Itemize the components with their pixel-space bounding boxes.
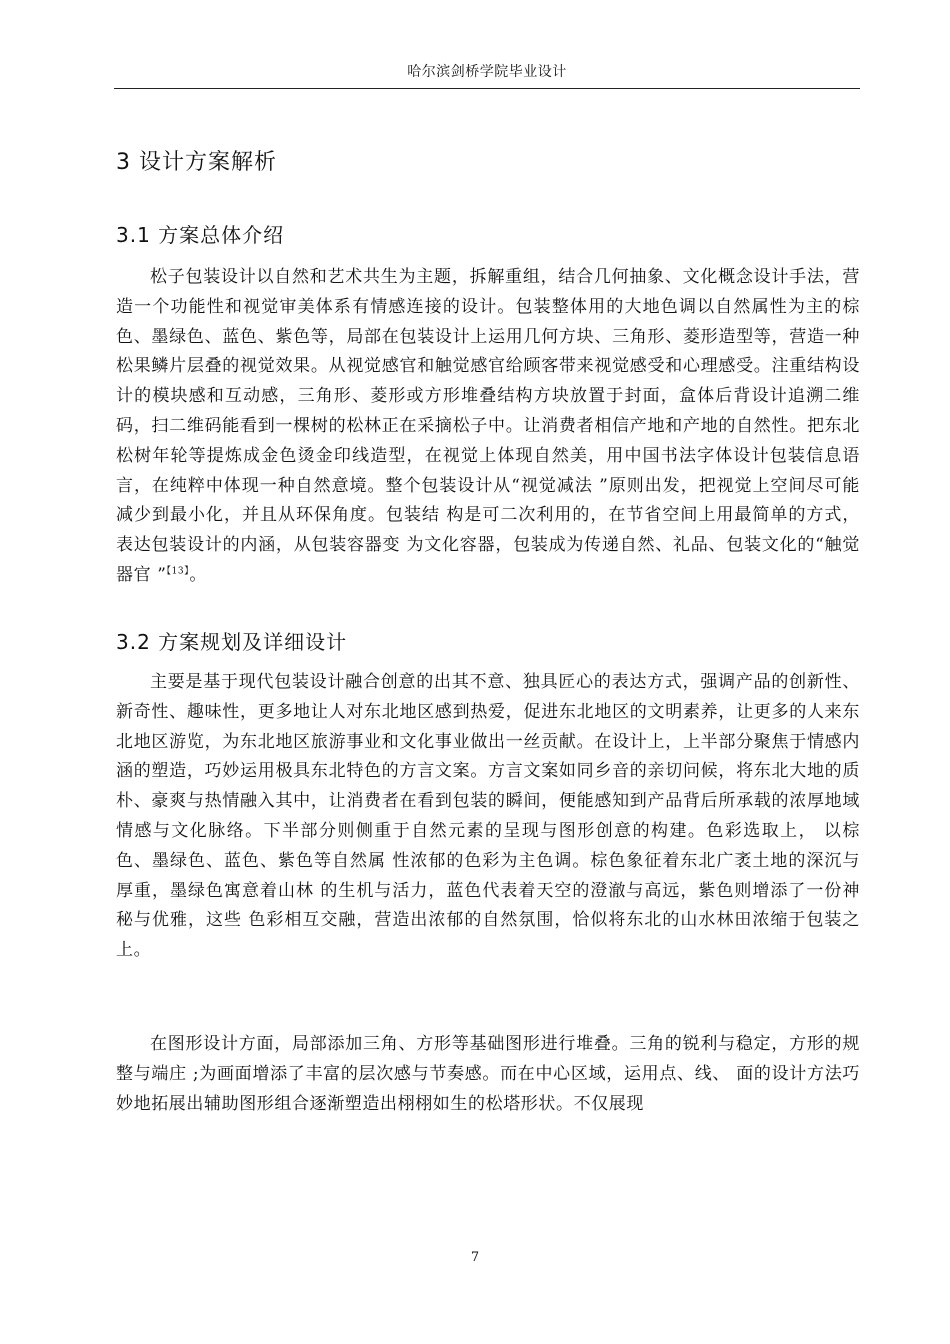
paragraph-tail: 。: [189, 564, 207, 585]
header-rule: [114, 88, 860, 89]
citation-reference[interactable]: 【13】: [166, 566, 190, 577]
section-title-3-2: 3.2 方案规划及详细设计: [116, 630, 348, 654]
body-paragraph: [116, 263, 860, 591]
chapter-title: 3 设计方案解析: [116, 150, 277, 175]
body-paragraph: 在图形设计方面，局部添加三角、方形等基础图形进行堆叠。三角的锐利与稳定，方形的规整与端庄 ;为画面增添了丰富的层次感与节奏感。而在中心区域，运用点、线、 面的设计方法巧妙地拓展出辅助图形组合逐渐塑造出栩栩如生的松塔形状。不仅展现: [116, 1034, 860, 1114]
paragraph-text: 松子包装设计以自然和艺术共生为主题，拆解重组，结合几何抽象、文化概念设计手法，营造一个功能性和视觉审美体系有情感连接的设计。包装整体用的大地色调以自然属性为主的棕色、墨绿色、蓝色、紫色等，局部在包装设计上运用几何方块、三角形、菱形造型等，营造一种松果鳞片层叠的视觉效果。从视觉感官和触觉感官给顾客带来视觉感受和心理感受。注重结构设计的模块感和互动感，三角形、菱形或方形堆叠结构方块放置于封面，盒体后背设计追溯二维码，扫二维码能看到一棵树的松林正在采摘松子中。让消费者相信产地和产地的自然性。把东北松树年轮等提炼成金色烫金印线造型，在视觉上体现自然美，用中国书法字体设计包装信息语言，在纯粹中体现一种自然意境。整个包装设计从“视觉减法 ”原则出发，把视觉上空间尽可能减少到最小化，并且从环保角度。包装结 构是可二次利用的，在节省空间上用最简单的方式，表达包装设计的内涵，从包装容器变 为文化容器，包装成为传递自然、礼品、包装文化的“触觉器官 ”: [116, 267, 860, 585]
page-number: 7: [470, 1250, 480, 1265]
section-title-3-1: 3.1 方案总体介绍: [116, 223, 285, 247]
running-header: 哈尔滨剑桥学院毕业设计: [407, 64, 567, 80]
body-paragraph: 主要是基于现代包装设计融合创意的出其不意、独具匠心的表达方式，强调产品的创新性、新奇性、趣味性，更多地让人对东北地区感到热爱，促进东北地区的文明素养，让更多的人来东北地区游览，为东北地区旅游事业和文化事业做出一丝贡献。在设计上，上半部分聚焦于情感内涵的塑造，巧妙运用极具东北特色的方言文案。方言文案如同乡音的亲切问候，将东北大地的质朴、豪爽与热情融入其中，让消费者在看到包装的瞬间，便能感知到产品背后所承载的浓厚地域情感与文化脉络。下半部分则侧重于自然元素的呈现与图形创意的构建。色彩选取上， 以棕色、墨绿色、蓝色、紫色等自然属 性浓郁的色彩为主色调。棕色象征着东北广袤土地的深沉与厚重，墨绿色寓意着山林 的生机与活力，蓝色代表着天空的澄澈与高远，紫色则增添了一份神秘与优雅，这些 色彩相互交融，营造出浓郁的自然氛围，恰似将东北的山水林田浓缩于包装之上。: [116, 672, 860, 961]
